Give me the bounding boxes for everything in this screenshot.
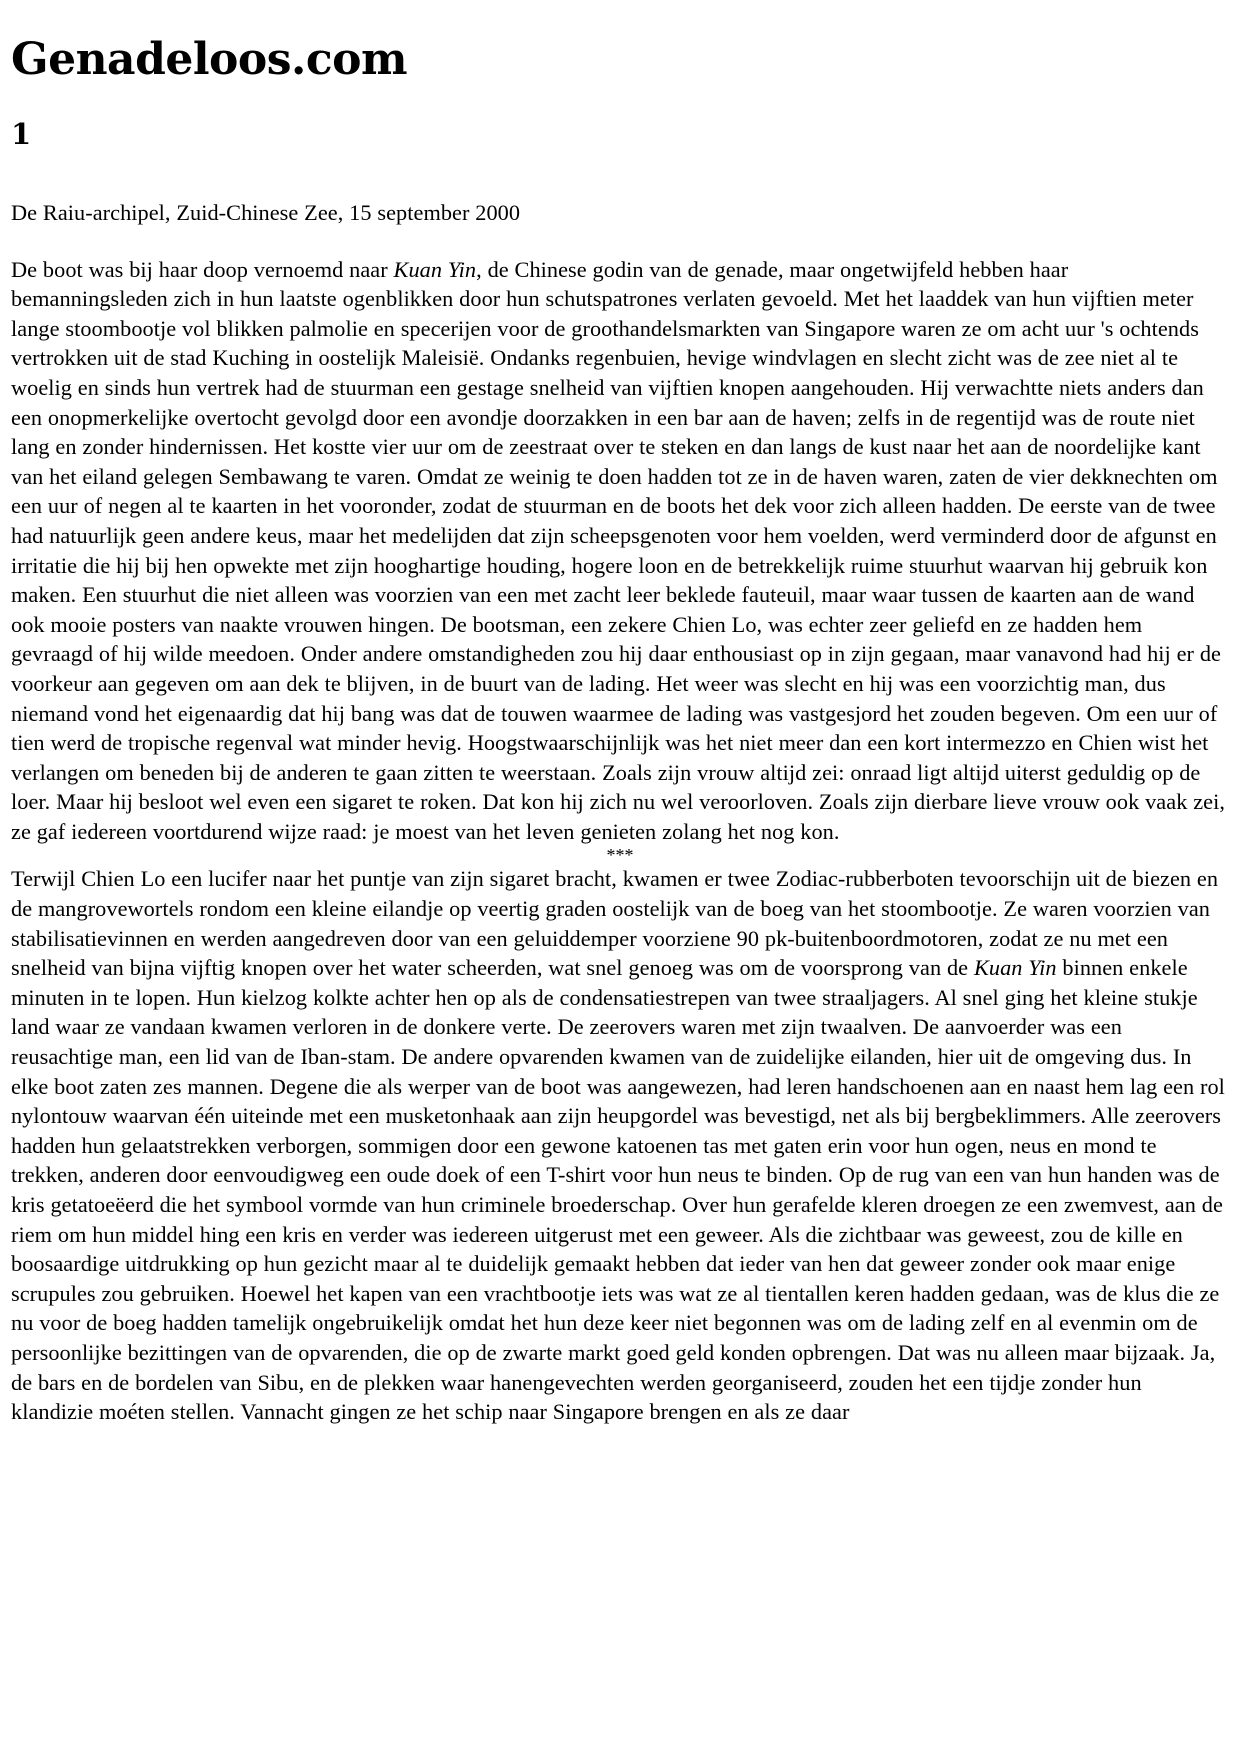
dateline: De Raiu-archipel, Zuid-Chinese Zee, 15 september 2000	[11, 200, 521, 225]
paragraph-1-text-start: De boot was bij haar doop vernoemd naar	[11, 256, 394, 282]
book-title: Genadeloos.com	[11, 34, 408, 85]
ship-name: Kuan Yin	[973, 955, 1057, 981]
paragraph-2-text-rest: binnen enkele minuten in te lopen. Hun kielzog kolkte achter hen op als de condensatiestrepen van twee straaljagers. Al snel ging het kleine stukje land waar ze vandaan kwamen verloren in de donkere verte. De zeerovers waren met zijn twaalven. De aanvoerder was een reusachtige man, een lid van de Iban-stam. De andere opvarenden kwamen van de zuidelijke eilanden, hier uit de omgeving dus. In elke boot zaten zes mannen. Degene die als werper van de boot was aangewezen, had leren handschoenen aan en naast hem lag een rol nylontouw waarvan één uiteinde met een musketonhaak aan zijn heupgordel was bevestigd, net als bij bergbeklimmers. Alle zeerovers hadden hun gelaatstrekken verborgen, sommigen door een gewone katoenen tas met gaten erin voor hun ogen, neus en mond te trekken, anderen door eenvoudigweg een oude doek of een T-shirt voor hun neus te binden. Op de rug van een van hun handen was de kris getatoeëerd die het symbool vormde van hun criminele broederschap. Over hun gerafelde kleren droegen ze een zwemvest, aan de riem om hun middel hing een kris en verder was iedereen uitgerust met een geweer. Als die zichtbaar was geweest, zou de kille en boosaardige uitdrukking op hun gezicht maar al te duidelijk gemaakt hebben dat ieder van hen dat geweer zonder ook maar enige scrupules zou gebruiken. Hoewel het kapen van een vrachtbootje iets was wat ze al tientallen keren hadden gedaan, was de klus die ze nu voor de boeg hadden tamelijk ongebruikelijk omdat het hun deze keer niet begonnen was om de lading zelf en al evenmin om de persoonlijke bezittingen van de opvarenden, die op de zwarte markt goed geld konden opbrengen. Dat was nu alleen maar bijzaak. Ja, de bars en de bordelen van Sibu, en de plekken waar hanengevechten werden georganiseerd, zouden het een tijdje zonder hun klandizie moéten stellen. Vannacht gingen ze het schip naar Singapore brengen en als ze daar	[11, 955, 1225, 1425]
ship-name: Kuan Yin	[393, 256, 477, 282]
section-separator: ***	[606, 845, 634, 866]
document-page	[11, 0, 1229, 1427]
paragraph-2	[11, 864, 1229, 1426]
paragraph-1-text-rest: , de Chinese godin van de genade, maar ongetwijfeld hebben haar bemanningsleden zich in hun laatste ogenblikken door hun schutspatrones verlaten gevoeld. Met het laaddek van hun vijftien meter lange stoombootje vol blikken palmolie en specerijen voor de groothandelsmarkten van Singapore waren ze om acht uur 's ochtends vertrokken uit de stad Kuching in oostelijk Maleisië. Ondanks regenbuien, hevige windvlagen en slecht zicht was de zee niet al te woelig en sinds hun vertrek had de stuurman een gestage snelheid van vijftien knopen aangehouden. Hij verwachtte niets anders dan een onopmerkelijke overtocht gevolgd door een avondje doorzakken in een bar aan de haven; zelfs in de regentijd was de route niet lang en zonder hindernissen. Het kostte vier uur om de zeestraat over te steken en dan langs de kust naar het aan de noordelijke kant van het eiland gelegen Sembawang te varen. Omdat ze weinig te doen hadden tot ze in de haven waren, zaten de vier dekknechten om een uur of negen al te kaarten in het vooronder, zodat de stuurman en de boots het dek voor zich alleen hadden. De eerste van de twee had natuurlijk geen andere keus, maar het medelijden dat zijn scheepsgenoten voor hem voelden, werd verminderd door de afgunst en irritatie die hij bij hen opwekte met zijn hooghartige houding, hogere loon en de betrekkelijk ruime stuurhut waarvan hij gebruik kon maken. Een stuurhut die niet alleen was voorzien van een met zacht leer beklede fauteuil, maar waar tussen de kaarten aan de wand ook mooie posters van naakte vrouwen hingen. De bootsman, een zekere Chien Lo, was echter zeer geliefd en ze hadden hem gevraagd of hij wilde meedoen. Onder andere omstandigheden zou hij daar enthousiast op in zijn gegaan, maar vanavond had hij er de voorkeur aan gegeven om aan dek te blijven, in de buurt van de lading. Het weer was slecht en hij was een voorzichtig man, dus niemand vond het eigenaardig dat hij bang was dat de touwen waarmee de lading was vastgesjord het zouden begeven. Om een uur of tien werd de tropische regenval wat minder hevig. Hoogstwaarschijnlijk was het niet meer dan een kort intermezzo en Chien wist het verlangen om beneden bij de anderen te gaan zitten te weerstaan. Zoals zijn vrouw altijd zei: onraad ligt altijd uiterst geduldig op de loer. Maar hij besloot wel even een sigaret te roken. Dat kon hij zich nu wel veroorloven. Zoals zijn dierbare lieve vrouw ook vaak zei, ze gaf iedereen voortdurend wijze raad: je moest van het leven genieten zolang het nog kon.	[11, 256, 1225, 844]
paragraph-2-text-start: Terwijl Chien Lo een lucifer naar het puntje van zijn sigaret bracht, kwamen er twee Zodiac-rubberboten tevoorschijn uit de biezen en de mangrovewortels rondom een kleine eilandje op veertig graden oostelijk van de boeg van het stoombootje. Ze waren voorzien van stabilisatievinnen en werden aangedreven door van een geluiddemper voorziene 90 pk-buitenboordmotoren, zodat ze nu met een snelheid van bijna vijftig knopen over het water scheerden, wat snel genoeg was om de voorsprong van de	[11, 866, 1219, 981]
paragraph-1	[11, 255, 1229, 847]
chapter-heading: 1	[11, 117, 32, 151]
